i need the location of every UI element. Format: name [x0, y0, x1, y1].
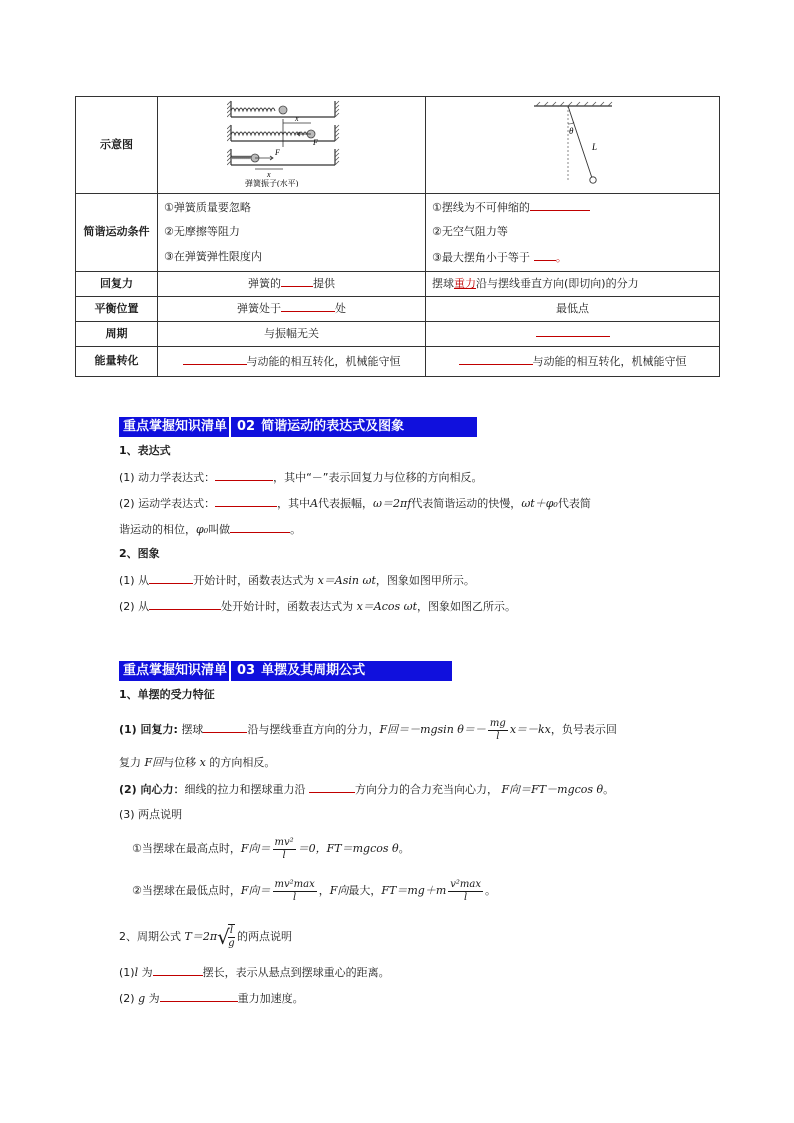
lowest-point-line: ②当摆球在最低点时，F向＝ $\frac{\text{mv²max}}{l}$ ，F向最大，FT＝mg＋m $\frac{\text{v²max}}{l}$ 。	[132, 878, 497, 903]
spring-energy: 与动能的相互转化，机械能守恒	[158, 347, 426, 377]
row-label-energy: 能量转化	[76, 347, 158, 377]
two-points-heading: (3) 两点说明	[119, 808, 183, 821]
restoring-force-line-2: 复力 F回与位移 x 的方向相反。	[119, 756, 276, 769]
dynamics-expression-line: (1) 动力学表达式： ，其中“－”表示回复力与位移的方向相反。	[119, 471, 483, 484]
condition-line: ①弹簧质量要忽略	[164, 200, 251, 214]
subheading-expression: 1、表达式	[119, 444, 171, 457]
row-label-conditions: 简谐运动条件	[76, 194, 158, 272]
fill-blank[interactable]	[230, 521, 290, 533]
svg-text:θ: θ	[568, 126, 573, 137]
fill-blank[interactable]	[183, 353, 247, 365]
spring-equilibrium: 弹簧处于 处	[158, 297, 426, 322]
spring-diagram-cell	[158, 97, 426, 194]
comparison-table	[75, 96, 720, 377]
fill-blank[interactable]	[215, 495, 277, 507]
svg-text:F: F	[312, 138, 318, 148]
spring-conditions	[158, 194, 426, 272]
row-label-equilibrium: 平衡位置	[76, 297, 158, 322]
table-row	[76, 297, 720, 322]
fill-blank[interactable]	[203, 721, 247, 733]
fill-blank[interactable]	[215, 469, 273, 481]
fill-blank[interactable]	[153, 964, 203, 976]
subheading-force: 1、单摆的受力特征	[119, 688, 215, 701]
svg-text:L: L	[591, 142, 597, 153]
fill-blank[interactable]	[536, 325, 610, 337]
subheading-graph: 2、图象	[119, 547, 160, 560]
fill-blank[interactable]	[281, 275, 313, 287]
row-label-diagram: 示意图	[76, 97, 158, 194]
fill-blank[interactable]	[149, 598, 221, 610]
section-header-03: 重点掌握知识清单 03 单摆及其周期公式	[119, 661, 452, 681]
condition-line: ②无空气阻力等	[432, 225, 508, 239]
phase-line: 谐运动的相位，φ₀叫做 。	[119, 523, 302, 536]
svg-text:F: F	[274, 148, 280, 158]
spring-period: 与振幅无关	[158, 322, 426, 347]
spring-oscillator-diagram	[227, 97, 357, 187]
section-header-02: 重点掌握知识清单 02 简谐运动的表达式及图象	[119, 417, 477, 437]
condition-line: ③在弹簧弹性限度内	[164, 249, 262, 263]
svg-text:x: x	[294, 114, 299, 124]
condition-line: ③最大摆角小于等于 。	[432, 250, 567, 264]
pendulum-restoring: 摆球重力沿与摆线垂直方向(即切向)的分力	[426, 272, 720, 297]
graph-line-2: (2) 从 处开始计时，函数表达式为 x＝Acos ωt，图象如图乙所示。	[119, 600, 517, 613]
fill-blank[interactable]	[281, 300, 335, 312]
table-row	[76, 194, 720, 272]
pendulum-diagram-cell	[426, 97, 720, 194]
pendulum-conditions	[426, 194, 720, 272]
fill-blank[interactable]	[534, 249, 556, 261]
kinematics-expression-line: (2) 运动学表达式： ，其中A代表振幅，ω＝2πf代表简谐运动的快慢，ωt＋φ₀代表简	[119, 497, 591, 510]
period-formula-heading: 2、周期公式 T＝2π√ $\frac{l}{g}$ 的两点说明	[119, 925, 293, 949]
svg-text:x: x	[266, 170, 271, 180]
period-note-1: (1)l 为 摆长，表示从悬点到摆球重心的距离。	[119, 966, 390, 979]
row-label-restoring: 回复力	[76, 272, 158, 297]
table-row	[76, 347, 720, 377]
pendulum-equilibrium: 最低点	[426, 297, 720, 322]
spring-restoring: 弹簧的 提供	[158, 272, 426, 297]
period-note-2: (2) g 为 重力加速度。	[119, 992, 304, 1005]
table-row	[76, 97, 720, 194]
highest-point-line: ①当摆球在最高点时，F向＝ $\frac{\text{mv²}}{l}$ ＝0，FT＝mgcos θ。	[132, 836, 410, 861]
row-label-period: 周期	[76, 322, 158, 347]
pendulum-period	[426, 322, 720, 347]
fill-blank[interactable]	[309, 781, 355, 793]
centripetal-force-line: (2) 向心力：细线的拉力和摆球重力沿 方向分力的合力充当向心力， F向＝FT－mgcos θ。	[119, 783, 615, 796]
graph-line-1: (1) 从 开始计时，函数表达式为 x＝Asin ωt，图象如图甲所示。	[119, 574, 475, 587]
condition-line: ②无摩擦等阻力	[164, 225, 240, 239]
fill-blank[interactable]	[149, 572, 193, 584]
spring-caption: 弹簧振子(水平)	[244, 179, 298, 188]
table-row	[76, 322, 720, 347]
pendulum-diagram	[528, 98, 618, 186]
fill-blank[interactable]	[160, 990, 238, 1002]
fill-blank[interactable]	[459, 353, 533, 365]
condition-line: ①摆线为不可伸缩的	[432, 199, 713, 217]
fill-blank[interactable]	[530, 199, 590, 211]
pendulum-energy: 与动能的相互转化，机械能守恒	[426, 347, 720, 377]
table-row	[76, 272, 720, 297]
restoring-force-line: (1) 回复力: 摆球 沿与摆线垂直方向的分力，F回＝－mgsin θ＝－ $\frac{mg}{l}$ x＝－kx，负号表示回	[119, 717, 617, 742]
